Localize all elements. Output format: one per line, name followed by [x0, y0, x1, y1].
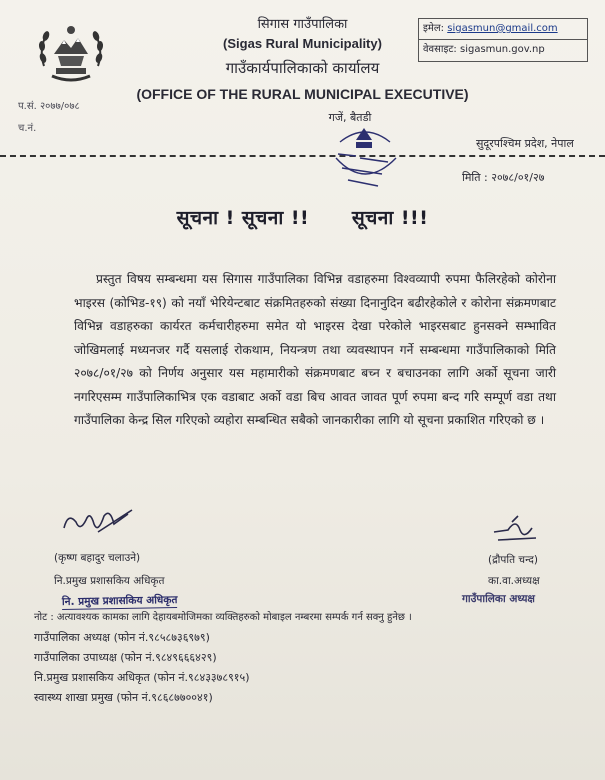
- municipality-name-nepali: सिगास गाउँपालिका: [257, 17, 348, 32]
- left-signatory-name: (कृष्ण बहादुर चलाउने): [54, 552, 141, 564]
- left-signature: [58, 502, 138, 544]
- email-row: [419, 19, 587, 40]
- notice-date: मिति : २०७८/०१/२७: [462, 171, 545, 184]
- note-item: गाउँपालिका अध्यक्ष (फोन नं.९८५८७३६९७९): [34, 631, 210, 644]
- email-link[interactable]: sigasmun@gmail.com: [447, 23, 558, 34]
- notes-intro: नोट : अत्यावश्यक कामका लागि देहायबमोजिमका व्यक्तिहरुको मोबाइल नम्बरमा सम्पर्क गर्न सक्नु हुनेछ ।: [34, 612, 412, 623]
- note-item: गाउँपालिका उपाध्यक्ष (फोन नं.९८४९६६६४२९): [34, 651, 217, 664]
- office-name-nepali: गाउँकार्यपालिकाको कार्यालय: [225, 59, 380, 77]
- right-signatory-title: का.वा.अध्यक्ष: [488, 575, 540, 587]
- note-item: नि.प्रमुख प्रशासकिय अधिकृत (फोन नं.९८४३३७८९१५): [34, 671, 250, 684]
- province-label: सुदूरपश्चिम प्रदेश, नेपाल: [476, 137, 574, 150]
- right-signature: [488, 512, 544, 548]
- right-title-seal: गाउँपालिका अध्यक्ष: [462, 593, 535, 605]
- notice-headline: सूचना ! सूचना !! सूचना !!!: [176, 207, 429, 229]
- email-label: इमेल:: [423, 23, 445, 34]
- notice-paragraph: प्रस्तुत विषय सम्बन्धमा यस सिगास गाउँपालिका विभिन्न वडाहरुमा विश्वव्यापी रुपमा फैलिरहेको कोरोना भाइरस (कोभिड-१९) को नयाँ भेरियेन्टबाट संक्रमितहरुको संख्या दिनानुदिन बढीरहेकोले र कोरोना संक्रमणबाट विभिन्न वडाहरुका कार्यरत कर्मचारीहरुमा समेत यो भाइरस देखा परेकोले भाइरसबाट हुनसक्ने सम्भावित जोखिमलाई मध्यनजर गर्दै यसलाई रोकथाम, नियन्त्रण तथा व्यवस्थापन गर्ने सम्बन्धमा गाउँपालिकाको मिति २०७८/०१/२७ को निर्णय अनुसार यस महामारीको संक्रमणबाट बच्न र बचाउनका लागि अर्को सूचना जारी नगरिएसम्म गाउँपालिकाभित्र एक वडाबाट अर्को वडा बिच आवत जावत पूर्ण रुपमा बन्द गरि सम्पूर्ण वडा तथा गाउँपालिका केन्द्र सिल गरिएको व्यहोरा सम्बन्धित सबैको जानकारीका लागि यो सूचना प्रकाशित गरिएको छ ।: [74, 272, 556, 427]
- left-title-seal: नि. प्रमुख प्रशासकिय अधिकृत: [61, 593, 178, 609]
- contact-box: [418, 18, 588, 62]
- website-label: वेवसाइट:: [423, 44, 457, 55]
- notice-body: [74, 268, 556, 433]
- office-name-english: (OFFICE OF THE RURAL MUNICIPAL EXECUTIVE): [136, 86, 469, 102]
- website-link[interactable]: sigasmun.gov.np: [459, 44, 545, 55]
- office-location: गजें, बैतडी: [328, 111, 372, 124]
- note-item: स्वास्थ्य शाखा प्रमुख (फोन नं.९८६८७७००४१): [34, 691, 213, 704]
- dispatch-number: च.नं.: [18, 123, 37, 134]
- letter-number: प.सं. २०७७/०७८: [18, 101, 80, 112]
- header-divider: [0, 155, 605, 157]
- contact-notes: [34, 608, 594, 708]
- left-signatory-title: नि.प्रमुख प्रशासकिय अधिकृत: [54, 575, 165, 587]
- office-seal-icon: [326, 118, 404, 202]
- municipality-name-english: (Sigas Rural Municipality): [223, 36, 382, 51]
- right-signatory-name: (द्रौपति चन्द): [488, 554, 538, 566]
- website-row: [419, 40, 587, 60]
